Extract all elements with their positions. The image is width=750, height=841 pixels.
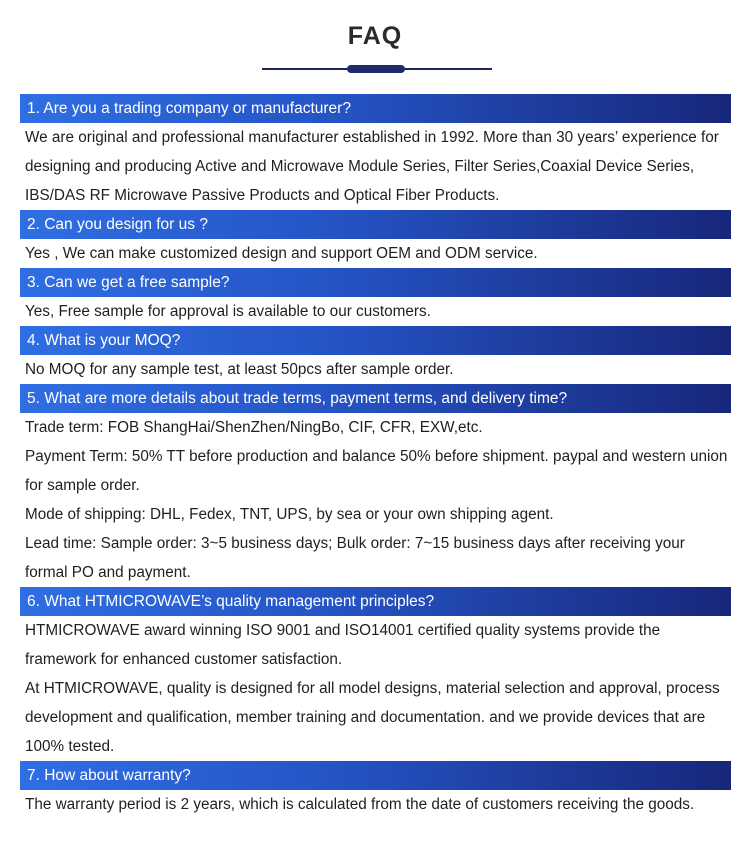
faq-item [20, 210, 731, 268]
title-divider-accent [347, 65, 405, 73]
faq-answer-paragraph: Trade term: FOB ShangHai/ShenZhen/NingBo, CIF, CFR, EXW,etc. [25, 419, 483, 436]
faq-answer [20, 123, 731, 210]
faq-answer [20, 790, 731, 819]
faq-answer [20, 616, 731, 761]
faq-list [20, 94, 731, 819]
faq-answer-paragraph: Payment Term: 50% TT before production and balance 50% before shipment. paypal and western union for sample order. [25, 448, 728, 494]
faq-question: 2. Can you design for us ? [20, 210, 731, 239]
faq-item [20, 268, 731, 326]
faq-answer-paragraph: HTMICROWAVE award winning ISO 9001 and ISO14001 certified quality systems provide the framework for enhanced customer satisfaction. [25, 622, 661, 668]
faq-answer [20, 239, 731, 268]
faq-question: 7. How about warranty? [20, 761, 731, 790]
faq-question: 4. What is your MOQ? [20, 326, 731, 355]
faq-answer [20, 355, 731, 384]
faq-item [20, 587, 731, 761]
faq-item [20, 761, 731, 819]
faq-answer-paragraph: We are original and professional manufacturer established in 1992. More than 30 years’ experience for designing and producing Active and Microwave Module Series, Filter Series,Coaxial Device Series, IBS/DAS RF Microwave Passive Products and Optical Fiber Products. [25, 129, 719, 204]
page-title: FAQ [347, 22, 403, 50]
faq-question: 1. Are you a trading company or manufacturer? [20, 94, 731, 123]
faq-answer [20, 413, 731, 587]
faq-answer-paragraph: Mode of shipping: DHL, Fedex, TNT, UPS, by sea or your own shipping agent. [25, 506, 554, 523]
faq-question: 6. What HTMICROWAVE’s quality management principles? [20, 587, 731, 616]
faq-answer [20, 297, 731, 326]
faq-item [20, 384, 731, 587]
faq-question: 5. What are more details about trade terms, payment terms, and delivery time? [20, 384, 731, 413]
faq-question: 3. Can we get a free sample? [20, 268, 731, 297]
faq-answer-paragraph: At HTMICROWAVE, quality is designed for all model designs, material selection and approval, process development and qualification, member training and documentation. and we provide devices that are 100% tested. [25, 680, 720, 755]
faq-answer-paragraph: Lead time: Sample order: 3~5 business days; Bulk order: 7~15 business days after receiving your formal PO and payment. [25, 535, 685, 581]
faq-answer-paragraph: No MOQ for any sample test, at least 50pcs after sample order. [25, 361, 454, 378]
faq-answer-paragraph: Yes, Free sample for approval is available to our customers. [25, 303, 431, 320]
faq-answer-paragraph: Yes , We can make customized design and support OEM and ODM service. [25, 245, 538, 262]
faq-item [20, 94, 731, 210]
faq-answer-paragraph: The warranty period is 2 years, which is calculated from the date of customers receiving the goods. [25, 796, 695, 813]
faq-item [20, 326, 731, 384]
